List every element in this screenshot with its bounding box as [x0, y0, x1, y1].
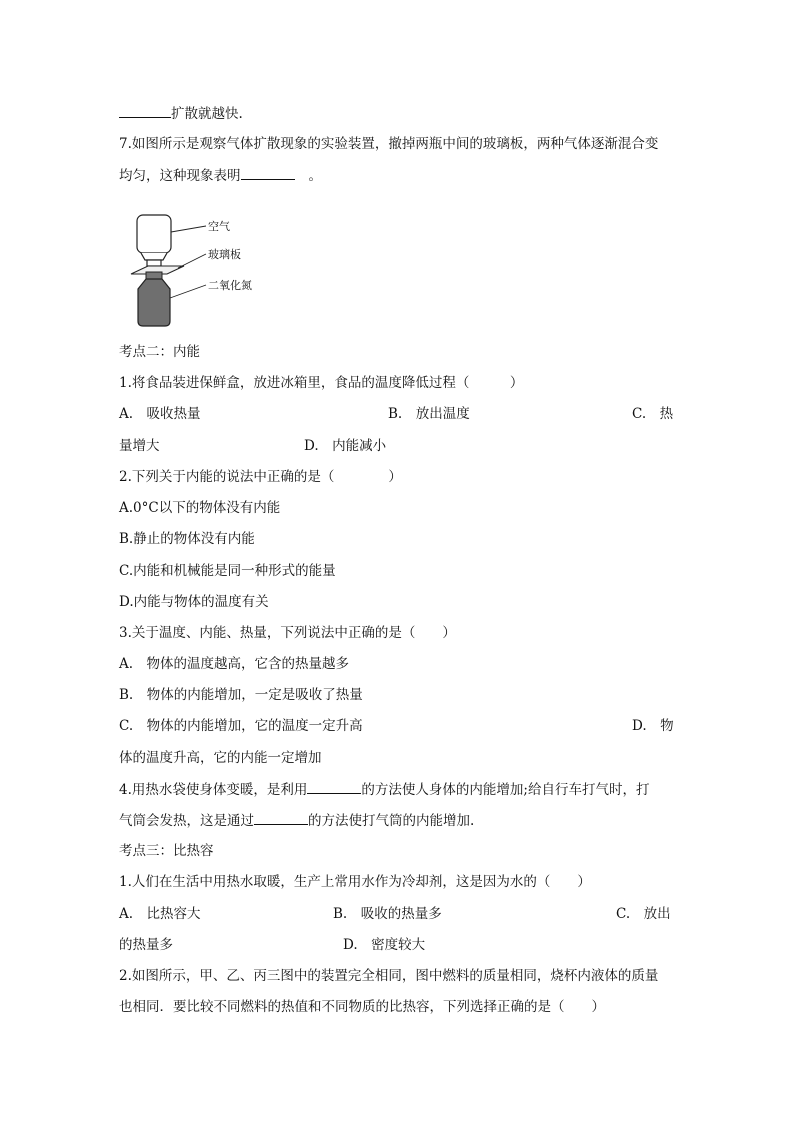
s3-q2-line1: 2.如图所示，甲、乙、丙三图中的装置完全相同，图中燃料的质量相同，烧杯内液体的质量: [119, 968, 659, 984]
s3-q2-line2: 也相同．要比较不同燃料的热值和不同物质的比热容，下列选择正确的是（ ）: [119, 999, 605, 1015]
s2-q4-blank-2[interactable]: [254, 810, 308, 825]
label-glass-plate: 玻璃板: [208, 248, 241, 261]
label-air: 空气: [208, 220, 230, 233]
s2-q2-option-a[interactable]: A.0°C以下的物体没有内能: [119, 500, 281, 516]
s2-q2-option-d[interactable]: D.内能与物体的温度有关: [119, 594, 269, 610]
q7-blank[interactable]: [241, 165, 295, 180]
s2-q4-line2-b: 的方法使打气筒的内能增加.: [308, 813, 475, 829]
s2-q1-option-c-cont: 量增大: [119, 438, 160, 454]
q7-line1: 7.如图所示是观察气体扩散现象的实验装置，撤掉两瓶中间的玻璃板，两种气体逐渐混合变: [119, 136, 659, 152]
q7-line2: [119, 165, 322, 186]
s2-q3-option-d[interactable]: D. 物: [632, 718, 674, 734]
label-nitrogen-dioxide: 二氧化氮: [208, 279, 252, 292]
q7-line2-text-b: 。: [308, 168, 322, 184]
s2-q4-blank-1[interactable]: [307, 779, 361, 794]
s2-q4-line1-b: 的方法使人身体的内能增加;给自行车打气时，打: [361, 782, 650, 798]
s2-q3-option-c[interactable]: C. 物体的内能增加，它的温度一定升高: [119, 718, 363, 734]
s2-q3-option-d-cont: 体的温度升高，它的内能一定增加: [119, 750, 322, 766]
s2-q4-line2: [119, 810, 474, 831]
s2-q3-option-b[interactable]: B. 物体的内能增加，一定是吸收了热量: [119, 687, 363, 703]
s2-q4-line1-a: 4.用热水袋使身体变暖，是利用: [119, 782, 308, 798]
section2-heading: 考点二：内能: [119, 344, 200, 360]
s3-q1-option-d[interactable]: D. 密度较大: [343, 937, 426, 953]
s2-q2-option-b[interactable]: B.静止的物体没有内能: [119, 531, 255, 547]
s3-q1-option-b[interactable]: B. 吸收的热量多: [333, 906, 442, 922]
s2-q1-option-b[interactable]: B. 放出温度: [388, 406, 470, 422]
s2-q2-stem: 2.下列关于内能的说法中正确的是（ ）: [119, 469, 402, 485]
q6-tail-text: 扩散就越快.: [171, 106, 243, 122]
s2-q1-stem: 1.将食品装进保鲜盒，放进冰箱里，食品的温度降低过程（ ）: [119, 375, 524, 391]
s3-q1-option-c-cont: 的热量多: [119, 937, 173, 953]
s3-q1-option-a[interactable]: A. 比热容大: [119, 906, 201, 922]
s2-q2-option-c[interactable]: C.内能和机械能是同一种形式的能量: [119, 563, 336, 579]
q7-line2-text-a: 均匀，这种现象表明: [119, 168, 241, 184]
s2-q1-option-c[interactable]: C. 热: [632, 406, 674, 422]
s2-q3-stem: 3.关于温度、内能、热量，下列说法中正确的是（ ）: [119, 625, 456, 641]
diffusion-apparatus-figure: [126, 210, 286, 340]
s2-q1-option-d[interactable]: D. 内能减小: [304, 438, 387, 454]
q6-blank[interactable]: [119, 103, 171, 118]
s2-q3-option-a[interactable]: A. 物体的温度越高，它含的热量越多: [119, 656, 350, 672]
s2-q4-line1: [119, 779, 649, 800]
s3-q1-stem: 1.人们在生活中用热水取暖，生产上常用水作为冷却剂，这是因为水的（ ）: [119, 874, 591, 890]
diffusion-apparatus-drawing: [126, 210, 286, 340]
s3-q1-option-c[interactable]: C. 放出: [616, 906, 671, 922]
s2-q1-option-a[interactable]: A. 吸收热量: [119, 406, 201, 422]
section3-heading: 考点三：比热容: [119, 843, 214, 859]
s2-q4-line2-a: 气筒会发热，这是通过: [119, 813, 254, 829]
q6-tail-line: [119, 103, 243, 124]
